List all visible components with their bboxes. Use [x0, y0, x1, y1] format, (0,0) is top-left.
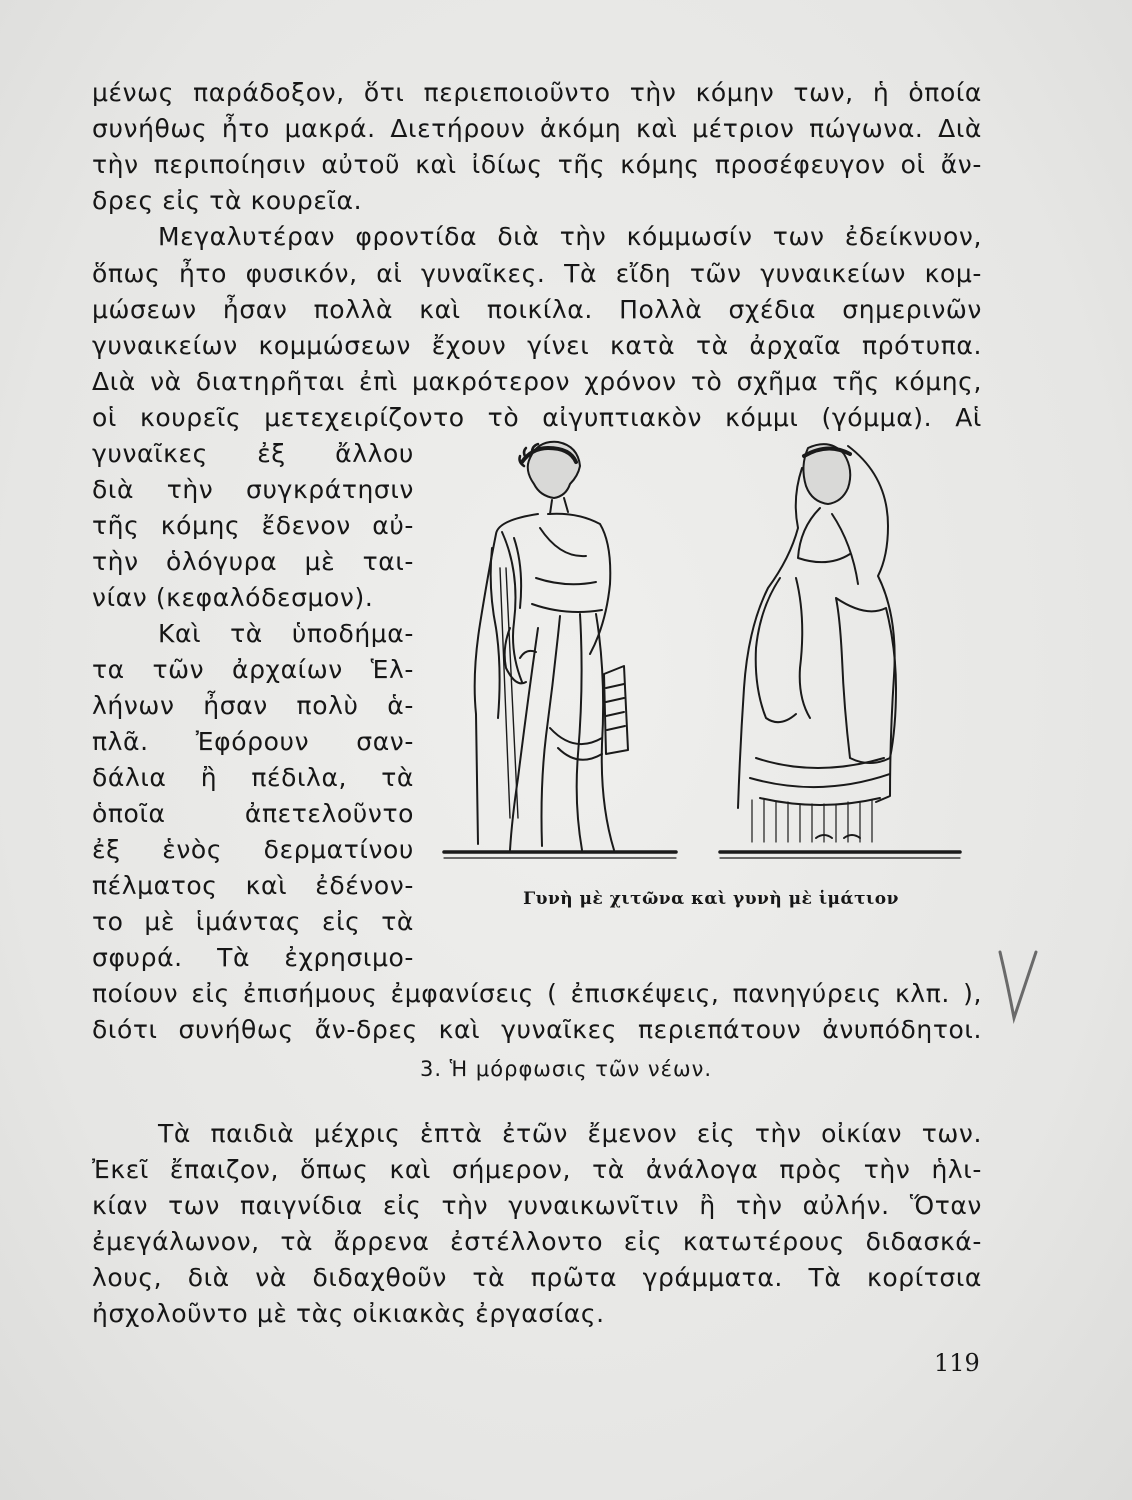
text-line: Τὰ παιδιὰ μέχρις ἑπτὰ ἐτῶν ἔμενον εἰς τὴν οἰκίαν των. — [158, 1119, 982, 1148]
text-line: τὴν ὁλόγυρα μὲ ται- — [92, 547, 414, 576]
text-line: λους, διὰ νὰ διδαχθοῦν τὰ πρῶτα γράμματα. Τὰ κορίτσια — [92, 1263, 982, 1292]
text-line: διὰ τὴν συγκράτησιν — [92, 475, 414, 504]
text-line: ποίουν εἰς ἐπισήμους ἐμφανίσεις ( ἐπισκέψεις, πανηγύρεις κλπ. ), — [92, 979, 982, 1008]
text-line: ἐξ ἑνὸς δερματίνου — [92, 835, 414, 864]
text-line: Διὰ νὰ διατηρῆται ἐπὶ μακρότερον χρόνον τὸ σχῆμα τῆς κόμης, — [92, 367, 982, 396]
text-line: ἐμεγάλωνον, τὰ ἄρρενα ἐστέλλοντο εἰς κατωτέρους διδασκά- — [92, 1227, 982, 1256]
text-line: το μὲ ἱμάντας εἰς τὰ — [92, 907, 414, 936]
page-number: 119 — [934, 1349, 980, 1377]
text-line: νίαν (κεφαλόδεσμον). — [92, 583, 374, 612]
text-line: τῆς κόμης ἔδενον αὐ- — [92, 511, 414, 540]
text-line: μένως παράδοξον, ὅτι περιεποιοῦντο τὴν κόμην των, ἡ ὁποία — [92, 78, 982, 107]
text-line: τα τῶν ἀρχαίων Ἑλ- — [92, 655, 414, 684]
section-heading: 3. Ἡ μόρφωσις τῶν νέων. — [419, 1057, 713, 1081]
text-line: κίαν των παιγνίδια εἰς τὴν γυναικωνῖτιν ἢ τὴν αὐλήν. Ὅταν — [92, 1191, 982, 1220]
text-line: δρες εἰς τὰ κουρεῖα. — [92, 186, 363, 215]
text-line: Καὶ τὰ ὑποδήμα- — [158, 619, 414, 648]
text-line: πλᾶ. Ἐφόρουν σαν- — [92, 727, 414, 756]
woman-with-chiton-drawing — [475, 442, 628, 850]
text-line: ὁποῖα ἀπετελοῦντο — [92, 799, 414, 828]
text-line: συνήθως ἦτο μακρά. Διετήρουν ἀκόμη καὶ μέτριον πώγωνα. Διὰ — [92, 114, 982, 143]
illustration-greek-women — [440, 428, 980, 878]
text-line: τὴν περιποίησιν αὐτοῦ καὶ ἰδίως τῆς κόμης προσέφευγον οἱ ἄν- — [92, 150, 982, 179]
text-line: δάλια ἢ πέδιλα, τὰ — [92, 763, 414, 792]
text-line: σφυρά. Τὰ ἐχρησιμο- — [92, 943, 414, 972]
text-line: οἱ κουρεῖς μετεχειρίζοντο τὸ αἰγυπτιακὸν κόμμι (γόμμα). Αἱ — [92, 403, 982, 432]
text-line: πέλματος καὶ ἐδένον- — [92, 871, 414, 900]
woman-with-himation-drawing — [738, 444, 896, 842]
text-line: Μεγαλυτέραν φροντίδα διὰ τὴν κόμμωσίν των ἐδείκνυον, — [158, 222, 982, 251]
text-line: διότι συνήθως ἄν-δρες καὶ γυναῖκες περιεπάτουν ἀνυπόδητοι. — [92, 1015, 982, 1044]
text-line: γυναῖκες ἐξ ἄλλου — [92, 439, 414, 468]
handwritten-check-mark — [992, 940, 1042, 1030]
text-line: γυναικείων κομμώσεων ἔχουν γίνει κατὰ τὰ ἀρχαῖα πρότυπα. — [92, 331, 982, 360]
figure-caption: Γυνὴ μὲ χιτῶνα καὶ γυνὴ μὲ ἱμάτιον — [523, 889, 899, 909]
text-line: ἠσχολοῦντο μὲ τὰς οἰκιακὰς ἐργασίας. — [92, 1299, 605, 1328]
text-line: ὅπως ἦτο φυσικόν, αἱ γυναῖκες. Τὰ εἴδη τῶν γυναικείων κομ- — [92, 259, 982, 288]
text-line: Ἐκεῖ ἔπαιζον, ὅπως καὶ σήμερον, τὰ ἀνάλογα πρὸς τὴν ἡλι- — [92, 1155, 982, 1184]
text-line: μώσεων ἦσαν πολλὰ καὶ ποικίλα. Πολλὰ σχέδια σημερινῶν — [92, 295, 982, 324]
text-line: λήνων ἦσαν πολὺ ἁ- — [92, 691, 414, 720]
